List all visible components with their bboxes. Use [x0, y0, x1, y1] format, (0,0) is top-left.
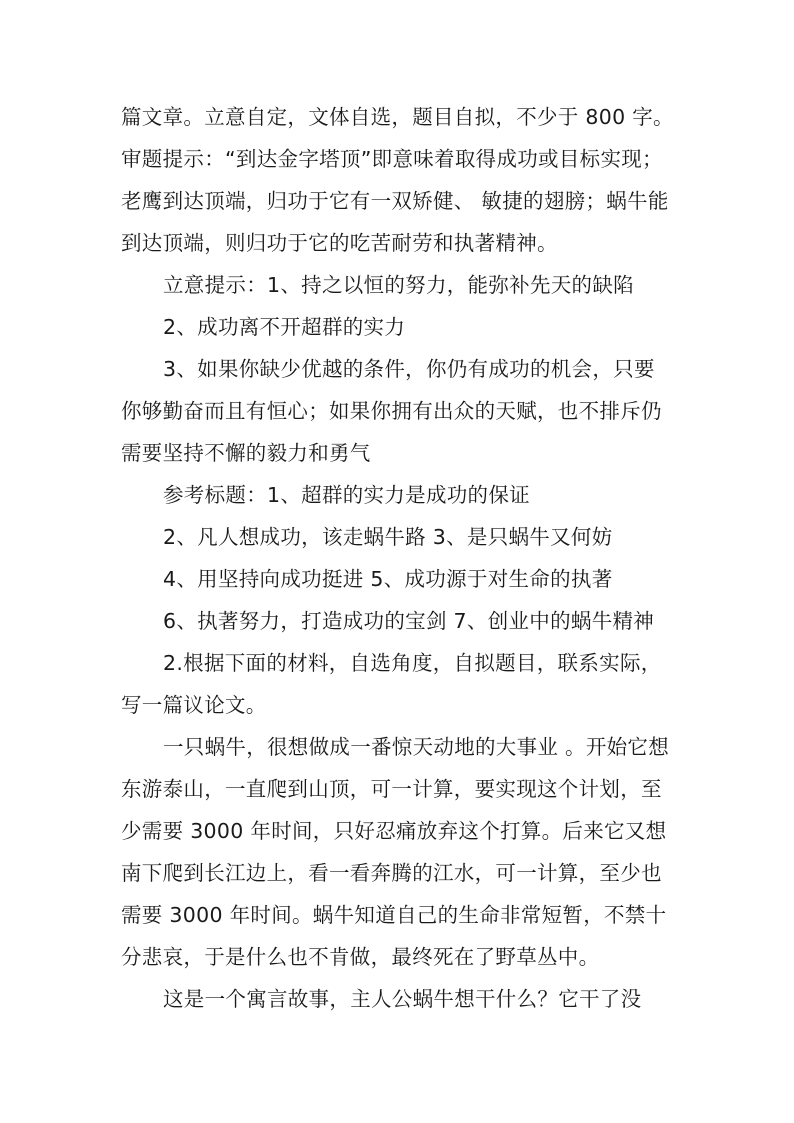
- text-line: 2、成功离不开超群的实力: [163, 315, 406, 339]
- text-line: 到达顶端，则归功于它的吃苦耐劳和执著精神。: [121, 231, 558, 255]
- text-line: 6、执著努力，打造成功的宝剑 7、创业中的蜗牛精神: [163, 609, 655, 633]
- text-line: 东游泰山，一直爬到山顶，可一计算，要实现这个计划，至: [121, 777, 662, 801]
- text-line: 写一篇议论文。: [121, 693, 267, 717]
- text-line: 分悲哀，于是什么也不肯做，最终死在了野草丛中。: [121, 945, 600, 969]
- text-line: 少需要 3000 年时间，只好忍痛放弃这个打算。后来它又想: [121, 819, 667, 843]
- text-line: 你够勤奋而且有恒心；如果你拥有出众的天赋，也不排斥仍: [121, 399, 662, 423]
- text-line: 南下爬到长江边上，看一看奔腾的江水，可一计算，至少也: [121, 861, 662, 885]
- text-line: 需要 3000 年时间。蜗牛知道自己的生命非常短暂，不禁十: [121, 903, 667, 927]
- text-line: 立意提示：1、持之以恒的努力，能弥补先天的缺陷: [163, 273, 634, 297]
- text-line: 篇文章。立意自定，文体自选，题目自拟，不少于 800 字。: [121, 105, 674, 129]
- text-line: 2、凡人想成功，该走蜗牛路 3、是只蜗牛又何妨: [163, 525, 613, 549]
- text-line: 4、用坚持向成功挺进 5、成功源于对生命的执著: [163, 567, 613, 591]
- text-line: 老鹰到达顶端，归功于它有一双矫健、 敏捷的翅膀；蜗牛能: [121, 189, 669, 213]
- text-line: 参考标题：1、超群的实力是成功的保证: [163, 483, 530, 507]
- text-line: 一只蜗牛，很想做成一番惊天动地的大事业 。开始它想: [163, 735, 670, 759]
- text-line: 3、如果你缺少优越的条件，你仍有成功的机会，只要: [163, 357, 655, 381]
- text-line: 这是一个寓言故事，主人公蜗牛想干什么？它干了没: [163, 987, 642, 1011]
- text-line: 审题提示：“到达金字塔顶”即意味着取得成功或目标实现；: [121, 147, 663, 171]
- text-line: 2.根据下面的材料，自选角度，自拟题目，联系实际，: [163, 651, 662, 675]
- text-line: 需要坚持不懈的毅力和勇气: [121, 441, 371, 465]
